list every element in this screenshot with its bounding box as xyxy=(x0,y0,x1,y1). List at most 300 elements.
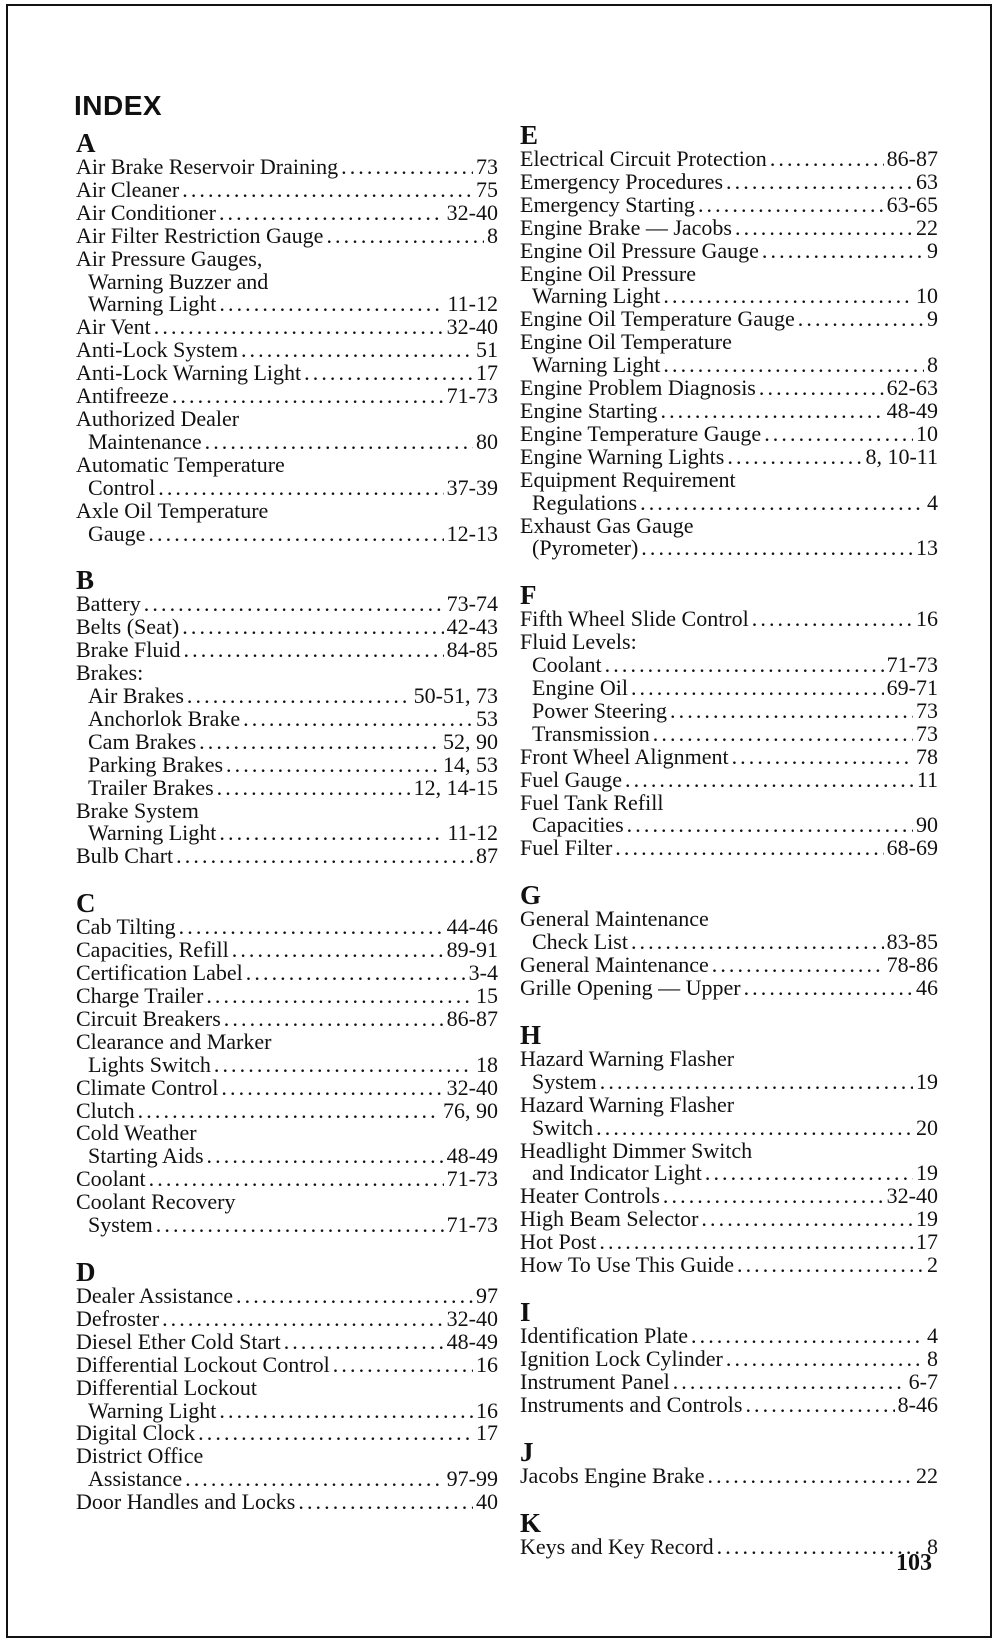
dot-leader xyxy=(219,1400,473,1423)
entry-row xyxy=(76,1397,498,1423)
entry-page-ref: 8 xyxy=(487,222,498,248)
index-entry xyxy=(520,1368,938,1394)
entry-text: Cab Tilting xyxy=(76,914,176,940)
index-entry xyxy=(520,191,938,217)
index-section-g xyxy=(520,882,938,1000)
entry-text: Antifreeze xyxy=(76,383,169,409)
index-entry xyxy=(520,1322,938,1348)
index-entry xyxy=(76,1491,498,1514)
dot-leader xyxy=(187,685,411,708)
index-section-d xyxy=(76,1256,498,1515)
dot-leader xyxy=(341,156,473,179)
index-entry xyxy=(76,985,498,1008)
entry-row xyxy=(520,1231,938,1254)
entry-page-ref: 90 xyxy=(916,812,938,838)
entry-row xyxy=(520,443,938,469)
index-entry xyxy=(520,420,938,446)
dot-leader xyxy=(182,616,443,639)
entry-text: Clutch xyxy=(76,1097,135,1123)
index-entry xyxy=(520,1091,938,1140)
index-section-j xyxy=(520,1436,938,1488)
entry-text: Capacities xyxy=(532,812,624,838)
dot-leader xyxy=(158,477,443,500)
entry-row xyxy=(520,1254,938,1277)
entry-page-ref: 8, 10-11 xyxy=(865,443,938,469)
entry-page-ref: 73 xyxy=(476,154,498,179)
entry-text: Gauge xyxy=(88,520,146,546)
index-entry xyxy=(76,797,498,846)
index-entry xyxy=(520,308,938,331)
entry-text-line: Differential Lockout xyxy=(76,1374,258,1400)
entry-text: Engine Temperature Gauge xyxy=(520,420,762,446)
entry-page-ref: 22 xyxy=(916,214,938,240)
entry-text: Hot Post xyxy=(520,1229,597,1255)
entry-row xyxy=(520,148,938,171)
entry-page-ref: 10 xyxy=(916,283,938,309)
entry-text: General Maintenance xyxy=(520,952,709,978)
entry-text: Assistance xyxy=(88,1466,183,1492)
index-section-e xyxy=(520,122,938,560)
entry-text: Certification Label xyxy=(76,960,243,986)
entry-row xyxy=(76,705,498,731)
entry-row xyxy=(520,489,938,515)
entry-text: Jacobs Engine Brake xyxy=(520,1462,705,1488)
entry-text: Capacities, Refill xyxy=(76,937,229,963)
entry-row xyxy=(520,1322,938,1348)
index-entry xyxy=(520,377,938,400)
entry-page-ref: 50-51, 73 xyxy=(413,683,498,709)
section-letter: A xyxy=(76,128,96,158)
entry-row xyxy=(520,537,938,560)
entry-row xyxy=(76,1305,498,1331)
index-entry xyxy=(520,720,938,746)
entry-row xyxy=(76,176,498,202)
dot-leader xyxy=(205,431,473,454)
entry-row xyxy=(520,1345,938,1371)
entry-text: Transmission xyxy=(532,720,650,746)
index-entry xyxy=(520,1533,938,1559)
entry-text: Anti-Lock Warning Light xyxy=(76,360,302,386)
entry-page-ref: 19 xyxy=(916,1160,938,1186)
entry-page-ref: 22 xyxy=(916,1462,938,1488)
dot-leader xyxy=(221,1077,443,1100)
entry-row xyxy=(76,362,498,385)
dot-leader xyxy=(184,639,444,662)
dot-leader xyxy=(605,654,884,677)
entry-row xyxy=(520,354,938,377)
entry-text: Engine Problem Diagnosis xyxy=(520,375,756,401)
dot-leader xyxy=(596,1117,913,1140)
dot-leader xyxy=(599,1231,913,1254)
dot-leader xyxy=(246,962,466,985)
index-entry xyxy=(520,148,938,171)
index-entry xyxy=(76,616,498,639)
entry-text: Circuit Breakers xyxy=(76,1005,221,1031)
index-entry xyxy=(76,662,498,685)
entry-text: Brake Fluid xyxy=(76,637,181,663)
dot-leader xyxy=(752,608,913,631)
entry-page-ref: 17 xyxy=(476,360,498,386)
dot-leader xyxy=(217,777,411,800)
entry-row xyxy=(76,1422,498,1445)
entry-text: Coolant xyxy=(532,652,602,678)
index-column-right xyxy=(520,122,938,1580)
index-entry xyxy=(76,176,498,202)
entry-page-ref: 32-40 xyxy=(446,199,498,225)
entry-page-ref: 73-74 xyxy=(446,591,498,617)
index-entry xyxy=(76,1097,498,1123)
entry-text-line: Warning Buzzer and xyxy=(88,268,269,294)
entry-page-ref: 32-40 xyxy=(446,1074,498,1100)
index-entry xyxy=(520,766,938,792)
entry-row xyxy=(520,377,938,400)
entry-page-ref: 8 xyxy=(927,1345,938,1371)
index-entry xyxy=(520,789,938,838)
entry-text: Identification Plate xyxy=(520,1322,688,1348)
dot-leader xyxy=(701,1208,913,1231)
entry-row xyxy=(520,1114,938,1140)
entry-row xyxy=(520,954,938,977)
entry-text-line: Fuel Tank Refill xyxy=(520,789,664,815)
entry-text-line: Brake System xyxy=(76,797,199,823)
entry-text: Fuel Gauge xyxy=(520,766,623,792)
dot-leader xyxy=(641,537,913,560)
entry-page-ref: 4 xyxy=(927,1322,938,1348)
entry-row xyxy=(76,316,498,339)
entry-text: Control xyxy=(88,474,156,500)
index-entry xyxy=(76,728,498,754)
entry-text: Power Steering xyxy=(532,697,668,723)
entry-text: Coolant xyxy=(76,1166,146,1192)
entry-row xyxy=(520,677,938,700)
entry-page-ref: 73 xyxy=(916,720,938,746)
dot-leader xyxy=(600,1071,913,1094)
dot-leader xyxy=(144,593,444,616)
entry-page-ref: 10 xyxy=(916,420,938,446)
entry-text: Engine Warning Lights xyxy=(520,443,725,469)
entry-text-line: District Office xyxy=(76,1443,204,1469)
entry-row xyxy=(520,214,938,240)
entry-page-ref: 3-4 xyxy=(468,960,498,986)
index-entry xyxy=(76,685,498,708)
entry-row xyxy=(76,1351,498,1377)
section-letter: B xyxy=(76,565,95,596)
dot-leader xyxy=(717,1536,924,1559)
entry-page-ref: 63-65 xyxy=(886,191,938,217)
index-entry xyxy=(76,316,498,339)
entry-row xyxy=(76,1051,498,1077)
dot-leader xyxy=(156,1214,444,1237)
entry-page-ref: 17 xyxy=(916,1229,938,1255)
entry-row xyxy=(76,222,498,248)
entry-row xyxy=(76,1328,498,1354)
entry-text-line: Coolant Recovery xyxy=(76,1189,236,1215)
index-entry xyxy=(520,1231,938,1254)
entry-page-ref: 11-12 xyxy=(447,291,498,317)
index-section-c xyxy=(76,890,498,1237)
entry-text: Digital Clock xyxy=(76,1420,196,1446)
index-entry xyxy=(76,1191,498,1237)
entry-text: Anchorlok Brake xyxy=(88,705,241,731)
entry-text: Warning Light xyxy=(532,283,661,309)
index-entry xyxy=(520,443,938,469)
entry-text: Air Filter Restriction Gauge xyxy=(76,222,324,248)
dot-leader xyxy=(206,985,473,1008)
index-entry xyxy=(76,1122,498,1168)
entry-text: Instrument Panel xyxy=(520,1368,670,1394)
index-entry xyxy=(520,331,938,377)
dot-leader xyxy=(744,977,913,1000)
entry-row xyxy=(520,1391,938,1417)
entry-page-ref: 12, 14-15 xyxy=(413,774,498,800)
index-entry xyxy=(520,260,938,309)
entry-text-line: Axle Oil Temperature xyxy=(76,497,269,523)
entry-text: (Pyrometer) xyxy=(532,535,639,561)
entry-page-ref: 86-87 xyxy=(446,1005,498,1031)
entry-text-line: Cold Weather xyxy=(76,1120,197,1146)
entry-page-ref: 8 xyxy=(927,352,938,378)
entry-row xyxy=(520,1533,938,1559)
index-entry xyxy=(76,1074,498,1100)
entry-row xyxy=(520,977,938,1000)
dot-leader xyxy=(199,731,440,754)
index-entry xyxy=(76,962,498,985)
entry-row xyxy=(76,985,498,1008)
dot-leader xyxy=(224,1008,444,1031)
dot-leader xyxy=(219,822,444,845)
dot-leader xyxy=(691,1325,924,1348)
index-entry xyxy=(520,1462,938,1488)
index-entry xyxy=(76,593,498,616)
entry-page-ref: 52, 90 xyxy=(443,728,498,754)
entry-row xyxy=(76,293,498,316)
index-entry xyxy=(520,743,938,769)
entry-text: System xyxy=(88,1212,153,1238)
entry-row xyxy=(76,616,498,639)
entry-page-ref: 42-43 xyxy=(446,614,498,640)
entry-page-ref: 51 xyxy=(476,337,498,363)
dot-leader xyxy=(179,916,444,939)
dot-leader xyxy=(631,677,884,700)
entry-row xyxy=(520,697,938,723)
index-entry xyxy=(76,222,498,248)
entry-row xyxy=(76,822,498,845)
entry-row xyxy=(76,1168,498,1191)
entry-row xyxy=(520,931,938,954)
entry-row xyxy=(520,814,938,837)
index-entry xyxy=(520,1345,938,1371)
dot-leader xyxy=(185,1468,444,1491)
index-section-i xyxy=(520,1296,938,1417)
index-entry xyxy=(76,1351,498,1377)
entry-row xyxy=(520,1208,938,1231)
dot-leader xyxy=(705,1162,913,1185)
index-entry xyxy=(76,639,498,662)
entry-page-ref: 78 xyxy=(916,743,938,769)
dot-leader xyxy=(232,939,444,962)
index-entry xyxy=(520,466,938,515)
dot-leader xyxy=(726,171,913,194)
entry-text: and Indicator Light xyxy=(532,1160,702,1186)
entry-text: Parking Brakes xyxy=(88,751,224,777)
entry-text: Anti-Lock System xyxy=(76,337,238,363)
entry-text: High Beam Selector xyxy=(520,1206,699,1232)
entry-text: System xyxy=(532,1068,597,1094)
entry-text: Emergency Starting xyxy=(520,191,695,217)
entry-row xyxy=(76,428,498,454)
entry-row xyxy=(520,1185,938,1208)
entry-row xyxy=(76,1145,498,1168)
entry-text: Engine Oil Temperature Gauge xyxy=(520,306,795,332)
entry-page-ref: 2 xyxy=(927,1252,938,1278)
dot-leader xyxy=(663,354,924,377)
entry-page-ref: 63 xyxy=(916,168,938,194)
entry-text: Bulb Chart xyxy=(76,843,174,869)
dot-leader xyxy=(182,179,473,202)
dot-leader xyxy=(726,1348,924,1371)
entry-text-line: Automatic Temperature xyxy=(76,451,285,477)
index-entry xyxy=(520,1045,938,1094)
index-entry xyxy=(76,156,498,179)
entry-page-ref: 11 xyxy=(916,766,938,792)
entry-page-ref: 20 xyxy=(916,1114,938,1140)
index-entry xyxy=(76,705,498,731)
index-column-left xyxy=(76,130,498,1536)
entry-text: Maintenance xyxy=(88,428,202,454)
entry-text: How To Use This Guide xyxy=(520,1252,734,1278)
dot-leader xyxy=(284,1331,444,1354)
dot-leader xyxy=(663,1185,884,1208)
index-entry xyxy=(76,385,498,408)
entry-row xyxy=(76,1005,498,1031)
index-entry xyxy=(520,1254,938,1277)
entry-text: Charge Trailer xyxy=(76,983,204,1008)
entry-text-line: General Maintenance xyxy=(520,906,709,932)
index-entry xyxy=(520,654,938,677)
entry-page-ref: 16 xyxy=(476,1397,498,1423)
entry-page-ref: 40 xyxy=(476,1489,498,1515)
entry-page-ref: 19 xyxy=(916,1068,938,1094)
entry-row xyxy=(520,654,938,677)
entry-page-ref: 37-39 xyxy=(446,474,498,500)
index-entry xyxy=(76,362,498,385)
section-letter: E xyxy=(520,120,539,150)
dot-leader xyxy=(207,1145,444,1168)
entry-page-ref: 32-40 xyxy=(446,1305,498,1331)
entry-text: Fuel Filter xyxy=(520,835,613,861)
entry-text: Trailer Brakes xyxy=(88,774,214,800)
entry-row xyxy=(76,593,498,616)
index-entry xyxy=(76,1305,498,1331)
entry-text: Warning Light xyxy=(532,352,661,378)
entry-row xyxy=(76,385,498,408)
index-entry xyxy=(76,845,498,868)
entry-text: Grille Opening — Upper xyxy=(520,975,741,1000)
entry-row xyxy=(76,1214,498,1237)
entry-text: Fifth Wheel Slide Control xyxy=(520,606,749,632)
entry-row xyxy=(76,939,498,962)
entry-page-ref: 46 xyxy=(916,975,938,1000)
entry-row xyxy=(520,743,938,769)
index-section-f xyxy=(520,582,938,860)
entry-text: Warning Light xyxy=(88,820,217,846)
entry-text: Engine Starting xyxy=(520,397,658,423)
dot-leader xyxy=(198,1422,473,1445)
index-entry xyxy=(76,939,498,962)
section-letter: G xyxy=(520,880,542,911)
entry-row xyxy=(520,720,938,746)
entry-page-ref: 76, 90 xyxy=(443,1097,498,1123)
entry-page-ref: 48-49 xyxy=(446,1328,498,1354)
entry-text-line: Hazard Warning Flasher xyxy=(520,1045,735,1071)
entry-text-line: Fluid Levels: xyxy=(520,629,637,655)
index-entry xyxy=(520,977,938,1000)
entry-row xyxy=(76,1097,498,1123)
index-entry xyxy=(76,774,498,800)
entry-page-ref: 71-73 xyxy=(886,652,938,678)
entry-page-ref: 80 xyxy=(476,428,498,454)
entry-text: Engine Oil xyxy=(532,675,628,701)
entry-row xyxy=(520,308,938,331)
entry-row xyxy=(76,339,498,362)
entry-page-ref: 89-91 xyxy=(446,937,498,963)
entry-text: Differential Lockout Control xyxy=(76,1351,330,1377)
entry-row xyxy=(76,962,498,985)
entry-row xyxy=(76,751,498,777)
entry-row xyxy=(76,1491,498,1514)
index-entry xyxy=(76,1005,498,1031)
entry-page-ref: 71-73 xyxy=(446,1212,498,1238)
index-entry xyxy=(76,1028,498,1077)
index-entry xyxy=(520,608,938,631)
entry-page-ref: 19 xyxy=(916,1206,938,1232)
index-section-b xyxy=(76,567,498,868)
dot-leader xyxy=(640,492,924,515)
dot-leader xyxy=(660,400,883,423)
entry-page-ref: 62-63 xyxy=(886,375,938,401)
entry-page-ref: 4 xyxy=(927,489,938,515)
dot-leader xyxy=(226,754,440,777)
entry-text: Regulations xyxy=(532,489,638,515)
entry-row xyxy=(76,774,498,800)
index-entry xyxy=(520,677,938,700)
index-entry xyxy=(520,397,938,423)
entry-text: Dealer Assistance xyxy=(76,1282,233,1308)
dot-leader xyxy=(762,240,924,263)
entry-page-ref: 18 xyxy=(476,1051,498,1077)
dot-leader xyxy=(708,1465,914,1488)
entry-page-ref: 84-85 xyxy=(446,637,498,663)
index-entry xyxy=(520,214,938,240)
index-entry xyxy=(76,1422,498,1445)
index-entry xyxy=(520,512,938,561)
index-entry xyxy=(76,1445,498,1491)
dot-leader xyxy=(219,202,444,225)
entry-page-ref: 83-85 xyxy=(886,929,938,955)
index-entry xyxy=(76,1328,498,1354)
entry-row xyxy=(76,156,498,179)
entry-page-ref: 78-86 xyxy=(886,952,938,978)
entry-text-line: Hazard Warning Flasher xyxy=(520,1091,735,1117)
entry-page-ref: 32-40 xyxy=(446,314,498,340)
entry-page-ref: 97-99 xyxy=(446,1466,498,1492)
entry-text: Air Conditioner xyxy=(76,199,216,225)
entry-page-ref: 75 xyxy=(476,176,498,202)
entry-page-ref: 9 xyxy=(927,306,938,332)
dot-leader xyxy=(154,316,444,339)
index-entry xyxy=(520,168,938,194)
section-letter: D xyxy=(76,1256,96,1287)
